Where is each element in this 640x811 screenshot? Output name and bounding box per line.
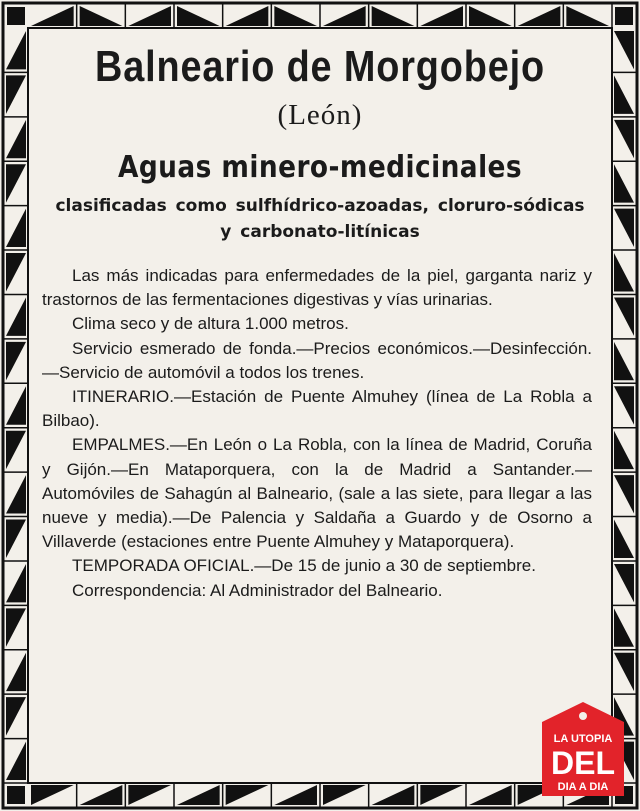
ad-title: Balneario de Morgobejo [95, 42, 545, 91]
ad-location: (León) [277, 99, 363, 131]
stamp-line-2: DEL [551, 745, 615, 781]
paragraph-ailments: Las más indicadas para enfermedades de la piel, garganta nariz y trastornos de las fermentaciones digestivas y vías urinarias. [42, 266, 592, 310]
utopia-stamp-logo [538, 698, 628, 798]
ad-heading: Aguas minero-medicinales [117, 150, 523, 185]
ad-body [40, 264, 600, 603]
paragraph-connections: EMPALMES.—En León o La Robla, con la línea de Madrid, Coruña y Gijón.—En Mataporquera, con la de Madrid a Santander.—Automóviles de Sahagún al Balneario, (sale a las siete, para llegar a las nueve y media).—De Palencia y Saldaña a Guardo y de Osorno a Villaverde (estaciones entre Puente Almuhey y Mataporquera). [42, 435, 592, 552]
classification-line-2: y carbonato-litínicas [220, 222, 420, 242]
paragraph-service: Servicio esmerado de fonda.—Precios económicos.—Desinfección.—Servicio de automóvil a todos los trenes. [42, 338, 592, 382]
paragraph-climate: Clima seco y de altura 1.000 metros. [72, 314, 349, 334]
stamp-line-3: DIA A DIA [557, 781, 609, 793]
stamp-line-1: LA UTOPIA [553, 733, 613, 745]
paragraph-season: TEMPORADA OFICIAL.—De 15 de junio a 30 de septiembre. [72, 556, 536, 576]
paragraph-correspondence: Correspondencia: Al Administrador del Balneario. [72, 580, 443, 600]
classification-line-1: clasificadas como sulfhídrico-azoadas, cloruro-sódicas [55, 196, 585, 216]
ad-content [40, 28, 600, 788]
paragraph-itinerary: ITINERARIO.—Estación de Puente Almuhey (línea de La Robla a Bilbao). [42, 387, 592, 431]
